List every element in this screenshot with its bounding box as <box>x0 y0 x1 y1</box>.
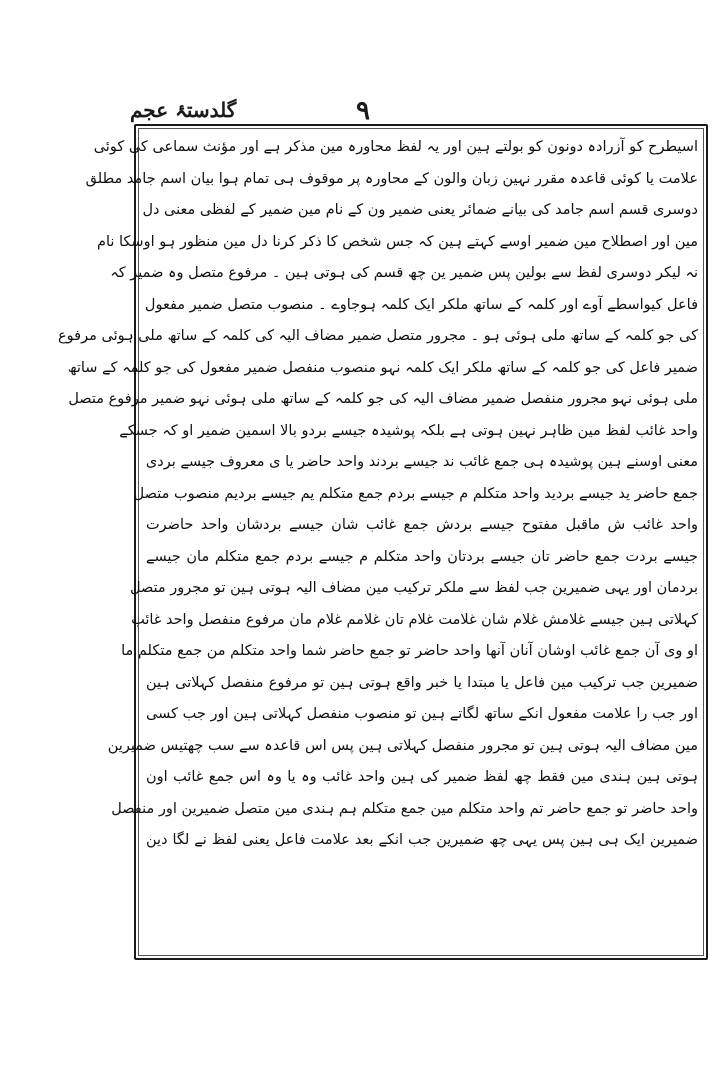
text-line: ملی ہوئی نہو مجرور منفصل ضمیر مضاف الیہ کی جو کلمہ کے ساتھ ملی ہوئی نہو ضمیر مرفوع متصل <box>68 391 698 407</box>
text-line: فاعل کیواسطے آوے اور کلمہ کے ساتھ ملکر ایک کلمہ ہوجاوے ۔ منصوب متصل ضمیر مفعول <box>144 296 698 313</box>
text-line: اسیطرح کو آزرادہ دونون کو بولتے ہین اور یہ لفظ محاورہ مین مذکر ہے اور مؤنث سماعی کی کوئی <box>93 139 698 155</box>
text-line: ضمیرین جب ترکیب مین فاعل یا مبتدا یا خبر واقع ہوتی ہین تو مرفوع منفصل کہلاتی ہین <box>146 674 698 691</box>
text-body <box>58 132 698 952</box>
text-line: دوسری قسم اسم جامد کی بیانے ضمائر یعنی ضمیر ون کے نام مین ضمیر کے لفظی معنی دل <box>142 202 698 218</box>
page-number: ۹ <box>356 96 370 126</box>
text-line: ضمیر فاعل کی جو کلمہ کے ساتھ ملکر ایک کلمہ نہو منصوب منفصل ضمیر مفعول کی جو کلمہ کے ساتھ <box>67 359 698 376</box>
text-line: نہ لیکر دوسری لفظ سے بولین پس ضمیر ین چھ قسم کی ہوتی ہین ۔ مرفوع متصل وہ ضمیر کہ <box>110 265 698 281</box>
text-line: بردمان اور یہی ضمیرین جب لفظ سے ملکر ترکیب مین مضاف الیہ ہوتی ہین تو مجرور متصل <box>129 580 698 596</box>
text-line: علامت یا کوئی قاعدہ مقرر نہین زبان والون کے محاورہ پر موقوف ہی تمام ہوا بیان اسم جامد مطلق <box>85 170 698 187</box>
text-line: اور جب را علامت مفعول انکے ساتھ لگاتے ہین تو منصوب منفصل کہلاتی ہین اور جب کسی <box>146 706 698 722</box>
text-line: کی جو کلمہ کے ساتھ ملی ہوئی ہو ۔ مجرور متصل ضمیر مضاف الیہ کی کلمہ کے ساتھ ملی ہوئی مرفوع <box>58 328 698 344</box>
text-line: معنی اوسنے ہین پوشیدہ ہی جمع غائب ند جیسے بردند واحد حاضر یا ی معروف جیسے بردی <box>145 454 698 470</box>
text-line: او وی آن جمع غائب اوشان آنان آنها واحد حاضر تو جمع حاضر شما واحد متکلم من جمع متکلم ما <box>121 643 698 659</box>
running-title: گلدستۂ عجم <box>130 98 237 122</box>
text-line: ضمیرین ایک ہی ہین پس یہی چھ ضمیرین جب انکے بعد علامت فاعل یعنی لفظ نے لگا دین <box>146 832 698 848</box>
text-line: واحد غائب ش ماقبل مفتوح جیسے بردش جمع غائب شان جیسے بردشان واحد حاضرت <box>146 517 698 533</box>
text-line: جیسے بردت جمع حاضر تان جیسے بردتان واحد متکلم م جیسے بردم جمع متکلم مان جیسے <box>146 548 698 565</box>
text-line: ہوتی ہین ہندی مین فقط چھ لفظ ضمیر کی ہین واحد غائب وہ یا وہ اس جمع غائب اون <box>146 769 698 785</box>
text-line: مین اور اصطلاح مین ضمیر اوسے کہتے ہین کہ جس شخص کا ذکر کرنا دل مین منظور ہو اوسکا نام <box>96 233 698 250</box>
text-line: واحد حاضر تو جمع حاضر تم واحد متکلم مین جمع متکلم ہم ہندی مین متصل ضمیرین اور منفصل <box>111 800 698 817</box>
text-line: جمع حاضر ید جیسے بردید واحد متکلم م جیسے بردم جمع متکلم یم جیسے بردیم منصوب متصل <box>133 485 698 502</box>
text-line: واحد غائب لفظ مین ظاہر نہین ہوتی ہے بلکہ پوشیدہ جیسے بردو بالا اسمین ضمیر او کہ جسکے <box>119 422 698 439</box>
text-line: مین مضاف الیہ ہوتی ہین تو مجرور منفصل کہلاتی ہین پس اس قاعدہ سے سب چھتیس ضمیرین <box>107 737 698 754</box>
text-line: کہلاتی ہین جیسے غلامش غلام شان غلامت غلام تان غلامم غلام مان مرفوع منفصل واحد غائب <box>131 611 698 628</box>
